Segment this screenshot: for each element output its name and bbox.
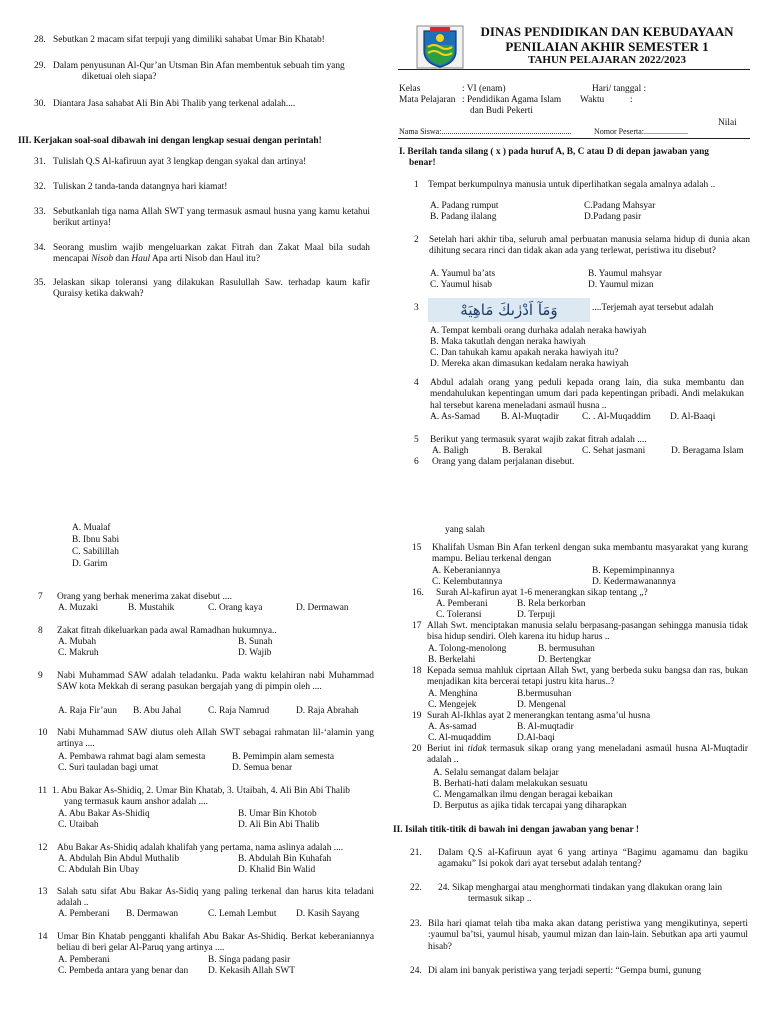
q8-option-d[interactable]: D. Wajib xyxy=(238,648,272,658)
question-6: 6 Orang yang dalam perjalanan disebut. xyxy=(414,457,575,467)
question-22: 22. 24. Sikap menghargai atau menghormati tindakan yang dlakukan orang lain termasuk sikap .. xyxy=(410,883,723,905)
q12-option-b[interactable]: B. Abdulah Bin Kuhafah xyxy=(238,854,332,864)
q8-option-a[interactable]: A. Mubah xyxy=(58,637,97,647)
q15-option-d[interactable]: D. Kedermawanannya xyxy=(592,577,676,587)
q20-option-a[interactable]: A. Selalu semangat dalam belajar xyxy=(433,768,559,778)
question-30: 30. Diantara Jasa sahabat Ali Bin Abi Thalib yang terkenal adalah.... xyxy=(34,99,296,109)
section-1-heading-2: benar! xyxy=(409,158,436,168)
question-18: 18 Kepada semua mahluk ciprtaan Allah Swt, yang berbeda suku bangsa dan ras, bukan menjadikan kita bercerai tetapi justru kita harus..? xyxy=(412,666,748,688)
header-year: TAHUN PELAJARAN 2022/2023 xyxy=(527,54,687,66)
section-2-heading: II. Isilah titik-titik di bawah ini dengan jawaban yang benar ! xyxy=(393,825,639,835)
q10-option-d[interactable]: D. Semua benar xyxy=(232,763,293,773)
q16-option-a[interactable]: A. Pemberani xyxy=(436,599,488,609)
q11-option-b[interactable]: B. Umar Bin Khotob xyxy=(238,809,317,819)
q13-option-b[interactable]: B. Dermawan xyxy=(126,909,179,919)
q3-arabic-verse: وَمَآ اَدْرٰىكَ مَاهِيَهْ xyxy=(428,298,590,322)
q4-option-c[interactable]: C. . Al-Muqaddim xyxy=(582,412,651,422)
q7-option-c[interactable]: C. Orang kaya xyxy=(208,603,263,613)
q13-option-a[interactable]: A. Pemberani xyxy=(58,909,110,919)
question-24: 24. Di alam ini banyak peristiwa yang terjadi seperti: “Gempa bumi, gunung xyxy=(410,966,702,976)
nilai-label: Nilai xyxy=(718,118,737,128)
q5-option-a[interactable]: A. Baligh xyxy=(432,446,469,456)
q6-option-d[interactable]: D. Garim xyxy=(72,559,108,569)
q14-continuation: yang salah xyxy=(445,525,485,535)
question-12: 12 Abu Bakar As-Shidiq adalah khalifah yang pertama, nama aslinya adalah .... xyxy=(38,843,344,853)
q1-option-b[interactable]: B. Padang ilalang xyxy=(430,212,497,222)
q10-option-a[interactable]: A. Pembawa rahmat bagi alam semesta xyxy=(58,752,206,762)
q9-option-c[interactable]: C. Raja Namrud xyxy=(208,706,270,716)
question-19: 19 Surah Al-Ikhlas ayat 2 menerangkan tentang asma’ul husna xyxy=(412,711,651,721)
q14-option-d[interactable]: D. Kekasih Allah SWT xyxy=(208,966,295,976)
q15-option-a[interactable]: A. Keberaniannya xyxy=(432,566,501,576)
q7-option-b[interactable]: B. Mustahik xyxy=(128,603,175,613)
mapel-value: : Pendidikan Agama Islam xyxy=(462,95,562,105)
question-35: 35. Jelaskan sikap toleransi yang dilakukan Rasulullah Saw. terhadap kaum kafir Quraisy ketika dakwah? xyxy=(34,278,370,300)
question-29: 29. Dalam penyusunan Al-Qur’an Utsman Bin Afan membentuk sebuah tim yang diketuai oleh siapa? xyxy=(34,61,345,83)
q17-option-c[interactable]: B. Berkelahi xyxy=(428,655,476,665)
q19-option-b[interactable]: B. Al-muqtadir xyxy=(517,722,574,732)
q10-option-c[interactable]: C. Suri tauladan bagi umat xyxy=(58,763,159,773)
question-10: 10 Nabi Muhammad SAW diutus oleh Allah SWT sebagai rahmatan lil-‘alamin yang artinya .... xyxy=(38,728,374,750)
question-9: 9 Nabi Muhammad SAW adalah teladanku. Pada waktu kelahiran nabi Muhammad SAW kota Mekkah di serang pasukan bergajah yang di pimpin oleh .... xyxy=(38,671,374,693)
q1-option-c[interactable]: C.Padang Mahsyar xyxy=(584,201,656,211)
q11-option-c[interactable]: C. Utaibah xyxy=(58,820,99,830)
q16-option-c[interactable]: C. Toleransi xyxy=(436,610,482,620)
q1-option-d[interactable]: D.Padang pasir xyxy=(584,212,642,222)
q11-option-d[interactable]: D. Ali Bin Abi Thalib xyxy=(238,820,320,830)
q14-option-b[interactable]: B. Singa padang pasir xyxy=(208,955,291,965)
q19-option-d[interactable]: D.Al-baqi xyxy=(517,733,555,743)
question-16: 16. Surah Al-kafirun ayat 1-6 menerangkan sikap tentang „? xyxy=(412,588,648,598)
q3-option-b[interactable]: B. Maka takutlah dengan neraka hawiyah xyxy=(430,337,586,347)
q3-text: ....Terjemah ayat tersebut adalah xyxy=(592,303,714,313)
question-15: 15 Khalifah Usman Bin Afan terkenl dengan suka membantu masyarakat yang kurang mampu. Beliau terkenal dengan xyxy=(412,543,748,565)
q3-number: 3 xyxy=(414,303,419,313)
header-exam: PENILAIAN AKHIR SEMESTER 1 xyxy=(505,39,709,54)
q10-option-b[interactable]: B. Pemimpin alam semesta xyxy=(232,752,335,762)
q11-option-a[interactable]: A. Abu Bakar As-Shidiq xyxy=(58,809,150,819)
q20-option-d[interactable]: D. Berputus as ajika tidak tercapai yang diharapkan xyxy=(433,801,627,811)
q20-option-c[interactable]: C. Mengamalkan ilmu dengan beragai kebaikan xyxy=(433,790,613,800)
q16-option-b[interactable]: B. Rela berkorban xyxy=(517,599,586,609)
header-divider xyxy=(398,69,750,70)
mapel-value-2: dan Budi Pekerti xyxy=(470,106,534,116)
q19-option-c[interactable]: C. Al-muqaddim xyxy=(428,733,492,743)
q14-option-a[interactable]: A. Pemberani xyxy=(58,955,110,965)
q2-option-b[interactable]: B. Yaumul mahsyar xyxy=(588,269,662,279)
question-13: 13 Salah satu sifat Abu Bakar As-Sidiq yang paling terkenal dan harus kita teladani adalah .. xyxy=(38,887,374,909)
question-32: 32. Tuliskan 2 tanda-tanda datangnya hari kiamat! xyxy=(34,182,228,192)
q12-option-a[interactable]: A. Abdulah Bin Abdul Muthalib xyxy=(58,854,180,864)
nama-siswa-label: Nama Siswa:................................................................. xyxy=(399,127,572,136)
q3-option-d[interactable]: D. Mereka akan dimasukan kedalam neraka hawiyah xyxy=(430,359,629,369)
question-8: 8 Zakat fitrah dikeluarkan pada awal Ramadhan hukumnya.. xyxy=(38,626,277,636)
question-17: 17 Allah Swt. menciptakan manusia selalu berpasang-pasangan sehingga manusia tidak bisa hidup sendiri. Oleh karena itu hidup harus .. xyxy=(412,621,748,643)
question-23: 23. Bila hari qiamat telah tiba maka akan datang peristiwa yang mengikutinya, seperti :yaumul ba’tsi, yaumul hisab, yaumul mizan dan lain-lain. Sebutkan apa arti yaumul hisab? xyxy=(410,919,748,952)
section-3-heading: III. Kerjakan soal-soal dibawah ini dengan lengkap sesuai dengan perintah! xyxy=(18,136,322,146)
q18-option-a[interactable]: A. Menghina xyxy=(428,689,478,699)
q7-option-d[interactable]: D. Dermawan xyxy=(296,603,349,613)
header-agency: DINAS PENDIDIKAN DAN KEBUDAYAAN xyxy=(480,24,734,39)
q3-option-c[interactable]: C. Dan tahukah kamu apakah neraka hawiyah itu? xyxy=(430,348,619,358)
q6-option-b[interactable]: B. Ibnu Sabi xyxy=(72,535,120,545)
question-34: 34. Seorang muslim wajib mengeluarkan zakat Fitrah dan Zakat Maal bila sudah mencapai Nisob dan Haul Apa arti Nisob dan Haul itu? xyxy=(34,243,370,265)
mapel-label: Mata Pelajaran xyxy=(399,95,456,105)
q6-option-c[interactable]: C. Sabilillah xyxy=(72,547,119,557)
q18-option-c[interactable]: C. Mengejek xyxy=(428,700,477,710)
q6-option-a[interactable]: A. Mualaf xyxy=(72,523,111,533)
q18-option-d[interactable]: D. Mengenal xyxy=(517,700,566,710)
kelas-label: Kelas xyxy=(399,84,421,94)
waktu-label: Waktu xyxy=(580,95,605,105)
q2-option-d[interactable]: D. Yaumul mizan xyxy=(588,280,654,290)
q4-option-b[interactable]: B. Al-Muqtadir xyxy=(501,412,559,422)
nomor-peserta-label: Nomor Peserta:...................... xyxy=(594,127,688,136)
q8-option-c[interactable]: C. Makruh xyxy=(58,648,99,658)
school-logo xyxy=(416,25,464,69)
hari-label: Hari/ tanggal : xyxy=(592,84,647,94)
q13-option-d[interactable]: D. Kasih Sayang xyxy=(296,909,360,919)
question-14: 14 Umar Bin Khatab pengganti khalifah Abu Bakar As-Shidiq. Berkat keberaniannya beliau di beri gelar Al-Paruq yang artinya .... xyxy=(38,932,374,954)
q19-option-a[interactable]: A. As-samad xyxy=(428,722,477,732)
question-4: 4 Abdul adalah orang yang peduli kepada orang lain, dia suka membantu dan mendahulukan kepentingan umum dari pada kepentingan pribadi. Andi melakukan hal tersebut karena meneladani asmaúl husna .. xyxy=(414,378,744,411)
q2-option-c[interactable]: C. Yaumul hisab xyxy=(430,280,492,290)
q3-option-a[interactable]: A. Tempat kembali orang durhaka adalah neraka hawiyah xyxy=(430,326,647,336)
question-28: 28. Sebutkan 2 macam sifat terpuji yang dimiliki sahabat Umar Bin Khatab! xyxy=(34,35,325,45)
q5-option-b[interactable]: B. Berakal xyxy=(502,446,543,456)
question-7: 7 Orang yang berhak menerima zakat disebut .... xyxy=(38,592,232,602)
q16-option-d[interactable]: D. Terpuji xyxy=(517,610,556,620)
question-11: 11 1. Abu Bakar As-Shidiq, 2. Umar Bin Khatab, 3. Utaibah, 4. Ali Bin Abi Thalib yang termasuk kaum anshor adalah .... xyxy=(38,786,350,808)
question-2: 2 Setelah hari akhir tiba, seluruh amal perbuatan manusia selama hidup di dunia akan dihitung secara rinci dan tidak akan ada yang terlewat, peristiwa itu disebut? xyxy=(414,235,750,257)
q15-option-b[interactable]: B. Kepemimpinannya xyxy=(592,566,675,576)
q4-option-a[interactable]: A. As-Samad xyxy=(430,412,480,422)
q12-option-c[interactable]: C. Abdulah Bin Ubay xyxy=(58,865,140,875)
question-21: 21. Dalam Q.S al-Kafiruun ayat 6 yang artinya “Bagimu agamamu dan bagiku agamaku” Isi pokok dari ayat tersebut adalah tentang? xyxy=(410,848,748,870)
section-1-heading: I. Berilah tanda silang ( x ) pada huruf A, B, C atau D di depan jawaban yang xyxy=(399,147,709,157)
question-20: 20 Beriut ini tidak termasuk sikap orang yang meneladani asmaúl husna Al-Muqtadir adalah .. xyxy=(412,744,748,766)
q1-option-a[interactable]: A. Padang rumput xyxy=(430,201,499,211)
question-33: 33. Sebutkanlah tiga nama Allah SWT yang termasuk asmaul husna yang kamu ketahui berikut artinya! xyxy=(34,207,370,229)
q13-option-c[interactable]: C. Lemah Lembut xyxy=(208,909,277,919)
question-1: 1 Tempat berkumpulnya manusia untuk diperlihatkan segala amalnya adalah .. xyxy=(414,180,716,190)
q12-option-d[interactable]: D. Khalid Bin Walid xyxy=(238,865,316,875)
waktu-colon: : xyxy=(630,95,633,105)
q9-option-d[interactable]: D. Raja Abrahah xyxy=(296,706,359,716)
q18-option-b[interactable]: B.bermusuhan xyxy=(517,689,572,699)
q9-option-a[interactable]: A. Raja Fir’aun xyxy=(58,706,117,716)
q8-option-b[interactable]: B. Sunah xyxy=(238,637,273,647)
name-divider xyxy=(398,138,750,139)
q15-option-c[interactable]: C. Kelembutannya xyxy=(432,577,503,587)
q5-option-c[interactable]: C. Sehat jasmani xyxy=(582,446,646,456)
question-5: 5 Berikut yang termasuk syarat wajib zakat fitrah adalah .... xyxy=(414,435,647,445)
q17-option-d[interactable]: D. Bertengkar xyxy=(538,655,592,665)
q9-option-b[interactable]: B. Abu Jahal xyxy=(133,706,182,716)
shield-emblem-icon xyxy=(416,25,464,69)
q20-option-b[interactable]: B. Berhati-hati dalam melakukan sesuatu xyxy=(433,779,588,789)
question-31: 31. Tulislah Q.S Al-kafiruun ayat 3 lengkap dengan syakal dan artinya! xyxy=(34,157,307,167)
q17-option-b[interactable]: B. bermusuhan xyxy=(538,644,595,654)
q17-option-a[interactable]: A. Tolong-menolong xyxy=(428,644,507,654)
q2-option-a[interactable]: A. Yaumul ba’ats xyxy=(430,269,496,279)
kelas-value: : VI (enam) xyxy=(462,84,506,94)
q4-option-d[interactable]: D. Al-Baaqi xyxy=(670,412,716,422)
q14-option-c[interactable]: C. Pembeda antara yang benar dan xyxy=(58,966,189,976)
q5-option-d[interactable]: D. Beragama Islam xyxy=(671,446,744,456)
q7-option-a[interactable]: A. Muzaki xyxy=(58,603,99,613)
